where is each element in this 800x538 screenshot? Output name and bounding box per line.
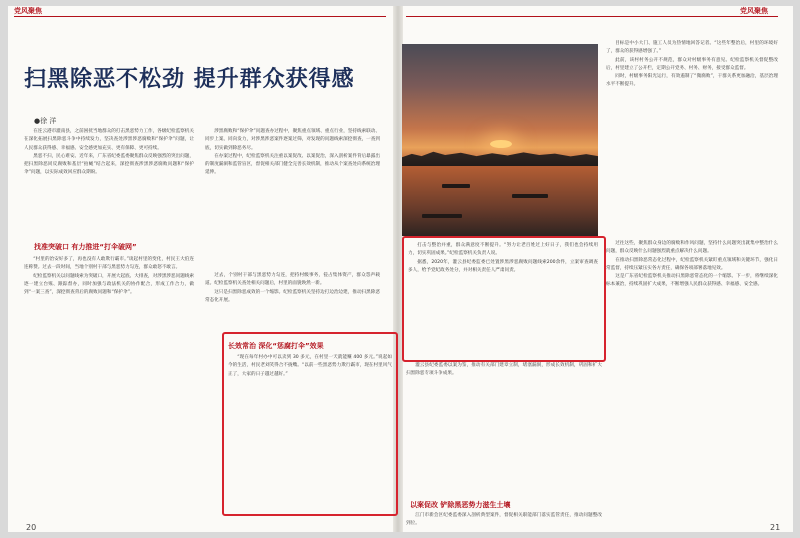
paragraph: 这是广东省纪检监察机关推动扫黑除恶常态化的一个缩影。下一步，将继续深化标本兼治，持续巩固扩大成果，不断增强人民群众获得感、幸福感、安全感。 xyxy=(606,274,778,288)
right-column-mid xyxy=(406,362,602,492)
right-header-rule xyxy=(406,16,778,17)
sunset-river-photo xyxy=(402,44,598,236)
right-column-bottom xyxy=(406,512,602,529)
boat xyxy=(422,214,462,218)
paragraph: 此前，该村村务公开不规范，群众对村级事务有意见。纪检监察机关督促整改后，村里建立了公开栏，定期公开党务、村务、财务，接受群众监督。 xyxy=(606,57,778,71)
paragraph: 目标是中小大门、施工人员为热情地回答记者。“这些年整治后，村里的环境好了，群众的获得感增强了。” xyxy=(606,41,778,55)
paragraph: “村里的治安好多了，再也没有人敢欺行霸市。”谈起村里的变化，村民王大伯连连称赞。过去一段时间，当地个别村干部与黑恶势力勾连，群众敢怒不敢言。 xyxy=(24,257,194,271)
right-column-top xyxy=(606,40,778,236)
paragraph: 纪检监察机关以问题线索为突破口，开展大起底、大排查，对涉黑涉恶问题线索逐一建立台账、跟踪督办，同时加强与政法机关的协作配合，形成工作合力，做到“一案三查”，深挖彻查背后的腐败问题和“保护伞”。 xyxy=(24,273,194,296)
left-header-rule xyxy=(14,16,386,17)
boat xyxy=(512,194,548,198)
left-column-1 xyxy=(24,128,194,218)
paragraph: 过往这些，聚焦群众身边的腐败和作风问题，坚持什么问题突出就集中整治什么问题，群众反映什么问题强烈就重点解决什么问题。 xyxy=(606,241,778,255)
subheading-3: 以案促改 铲除黑恶势力滋生土壤 xyxy=(410,501,511,509)
right-column-right xyxy=(606,240,778,512)
paragraph: 打击与整治并重，群众满意度不断提升。“努力让老百姓过上好日子，我们也会持续用力，切实巩固成果。”纪检监察机关负责人说。 xyxy=(408,243,598,257)
paragraph: 江门市新会区纪委监委深入剖析典型案件，督促相关职能部门落实监管责任，推动问题整改到位。 xyxy=(406,513,602,527)
river-water xyxy=(402,166,598,236)
paragraph: 在办案过程中，纪检监察机关注重以案促改、以案促治，深入剖析案件背后暴露出的制度漏洞和监管盲区，督促相关部门健全完善长效机制，推动从个案查处向系统治理延伸。 xyxy=(205,153,380,176)
page-number-right: 21 xyxy=(770,523,781,532)
subheading-2: 长效常治 深化“惩腐打伞”效果 xyxy=(228,342,324,350)
paragraph: 在连云港市灌南县，之前困扰当地群众的打击黑恶势力工作，各级纪检监察机关在深化拓展扫黑除恶斗争中持续发力，坚决查处涉黑涉恶腐败和“保护伞”问题，让人民群众获得感、幸福感、安全感更加充实、更有保障、更可持续。 xyxy=(24,129,194,151)
article-author: ●徐 洋 xyxy=(34,117,57,125)
paragraph: 在推动扫黑除恶常态化过程中，纪检监察机关紧盯重点领域和关键环节，强化日常监督，持续压紧压实各方责任，确保各项部署落地见效。 xyxy=(606,257,778,271)
paragraph: 同时，村级事务阳光运行，有效遏制了“微腐败”，干群关系更加融洽，基层治理水平不断提升。 xyxy=(606,74,778,88)
left-section-label: 党风聚焦 xyxy=(14,7,42,15)
paragraph: 涉黑腐败和“保护伞”问题查办过程中，聚焦重点领域、重点行业，坚持线索联动、同步上案、同向发力，对涉黑涉恶案件逐案过筛，对发现的问题线索深挖彻查，一查到底，切实做到除恶务尽。 xyxy=(205,129,380,151)
article-title: 扫黑除恶不松劲 提升群众获得感 xyxy=(24,67,355,92)
paragraph: 灌云县纪委监委以案为鉴，推动有关部门建章立制，堵塞漏洞，形成长效机制，巩固和扩大扫黑除恶专项斗争成果。 xyxy=(406,363,602,377)
subheading-1: 找准突破口 有力推进“打伞破网” xyxy=(34,243,137,251)
paragraph: 据悉，2020年，灌云县纪委监委已处置涉黑涉恶腐败问题线索200余件，立案审查调查多人，给予党纪政务处分，并对相关责任人严肃问责。 xyxy=(408,259,598,273)
left-column-2-mid xyxy=(205,272,380,328)
left-column-1b xyxy=(24,256,194,516)
paragraph: 这只是扫黑除恶成效的一个缩影。纪检监察机关坚持边打边治边建，推动扫黑除恶常态化开展。 xyxy=(205,289,380,303)
highlight-box-right-text xyxy=(408,242,598,354)
right-section-label: 党风聚焦 xyxy=(740,7,768,15)
paragraph: “现在每年村办中可以卖到 30 多元，在村里一天就能赚 400 多元。”说起如今的生活，村民老刘笑得合不拢嘴。“以前一些黑恶势力欺行霸市，现在村里风气正了，大家的日子越过越好。” xyxy=(228,355,392,377)
paragraph: 过去，个别村干部与黑恶势力勾连，把持村级事务，侵占集体资产，群众怨声载道。纪检监察机关查处相关问题后，村里的面貌焕然一新。 xyxy=(205,273,380,287)
boat xyxy=(442,184,470,188)
sun-glow xyxy=(490,140,512,148)
page-number-left: 20 xyxy=(26,523,37,532)
paragraph: 黑恶不扫，民心难安。近年来，广东省纪委监委聚焦群众反映强烈的突出问题，把扫黑除恶同反腐败和基层“拍蝇”结合起来，深挖彻查涉黑涉恶腐败问题和“保护伞”问题，以实际成效回应群众期盼。 xyxy=(24,153,194,176)
left-column-2 xyxy=(205,128,380,268)
highlight-box-left-text xyxy=(228,354,392,509)
